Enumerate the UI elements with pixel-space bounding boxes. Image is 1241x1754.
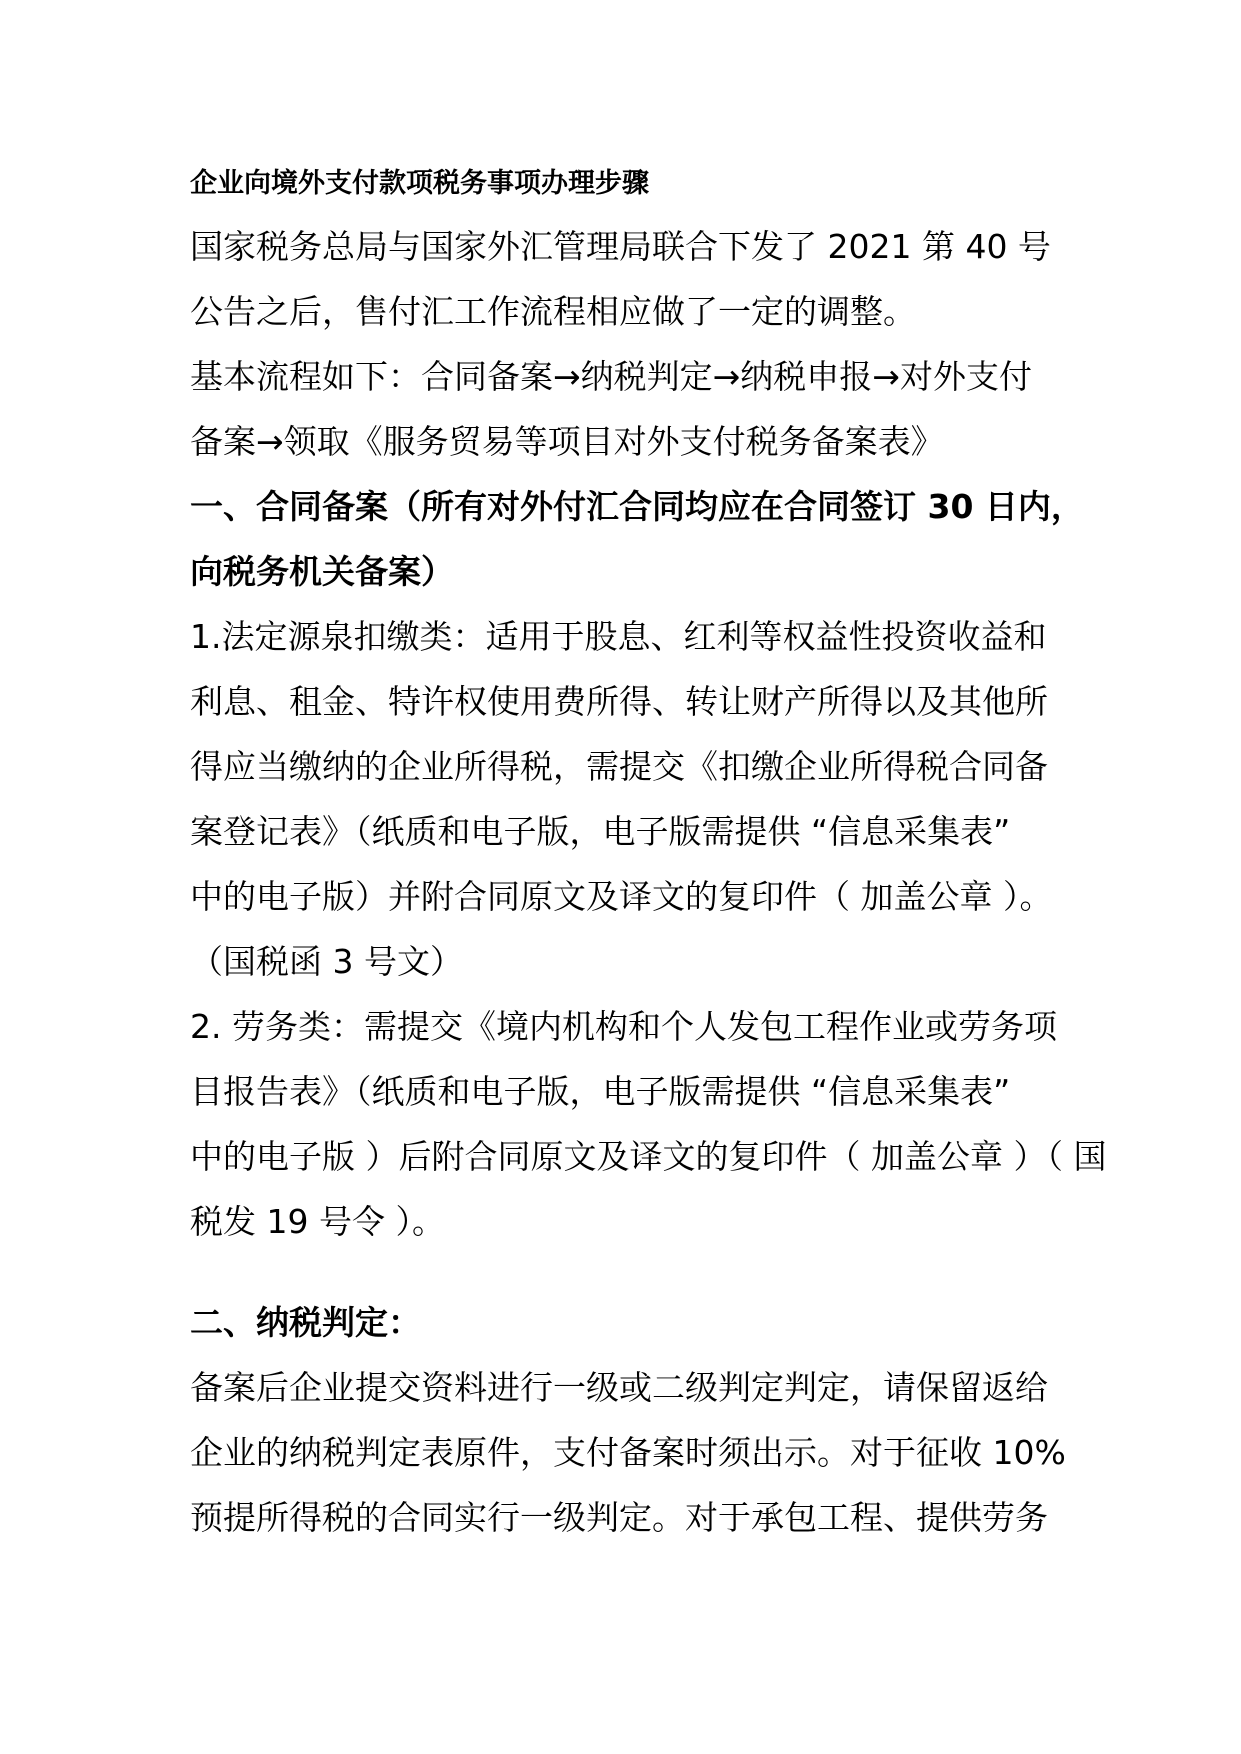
intro-line: 公告之后，售付汇工作流程相应做了一定的调整。 (190, 292, 916, 331)
body-line: 预提所得税的合同实行一级判定。对于承包工程、提供劳务 (190, 1498, 1048, 1537)
body-line: 中的电子版）并附合同原文及译文的复印件（ 加盖公章 ）。 (190, 877, 1053, 916)
section-heading-line: 向税务机关备案） (190, 552, 454, 591)
paragraph-spacer (190, 1254, 1070, 1290)
section-heading-line: 一、合同备案（所有对外付汇合同均应在合同签订 30 日内， (190, 487, 1084, 526)
section-2-body (190, 1355, 1070, 1550)
body-line: 中的电子版 ）后附合同原文及译文的复印件（ 加盖公章 ）（ 国 (190, 1137, 1107, 1176)
body-line: 备案后企业提交资料进行一级或二级判定判定，请保留返给 (190, 1368, 1048, 1407)
body-line: 税发 19 号令 ）。 (190, 1202, 445, 1241)
flow-line: 基本流程如下：合同备案→纳税判定→纳税申报→对外支付 (190, 357, 1032, 396)
body-line: 利息、租金、特许权使用费所得、转让财产所得以及其他所 (190, 682, 1048, 721)
document-page (190, 160, 1107, 1550)
body-line: 企业的纳税判定表原件，支付备案时须出示。对于征收 10% (190, 1433, 1066, 1472)
body-line: 2. 劳务类：需提交《境内机构和个人发包工程作业或劳务项 (190, 1007, 1057, 1046)
flow-line: 备案→领取《服务贸易等项目对外支付税务备案表》 (190, 422, 944, 461)
intro-paragraph (190, 214, 1070, 344)
intro-line: 国家税务总局与国家外汇管理局联合下发了 2021 第 40 号 (190, 227, 1051, 266)
body-line: 得应当缴纳的企业所得税，需提交《扣缴企业所得税合同备 (190, 747, 1048, 786)
section-2-heading: 二、纳税判定： (190, 1303, 421, 1342)
body-line: 目报告表》（纸质和电子版，电子版需提供 “信息采集表” (190, 1072, 1011, 1111)
body-line: 案登记表》（纸质和电子版，电子版需提供 “信息采集表” (190, 812, 1011, 851)
section-1-item-2 (190, 994, 1107, 1254)
body-line: 1.法定源泉扣缴类：适用于股息、红利等权益性投资收益和 (190, 617, 1047, 656)
document-title: 企业向境外支付款项税务事项办理步骤 (190, 168, 649, 199)
section-1-heading (190, 474, 1084, 604)
flow-paragraph (190, 344, 1070, 474)
section-1-item-1 (190, 604, 1070, 994)
body-line: （国税函 3 号文） (190, 942, 463, 981)
